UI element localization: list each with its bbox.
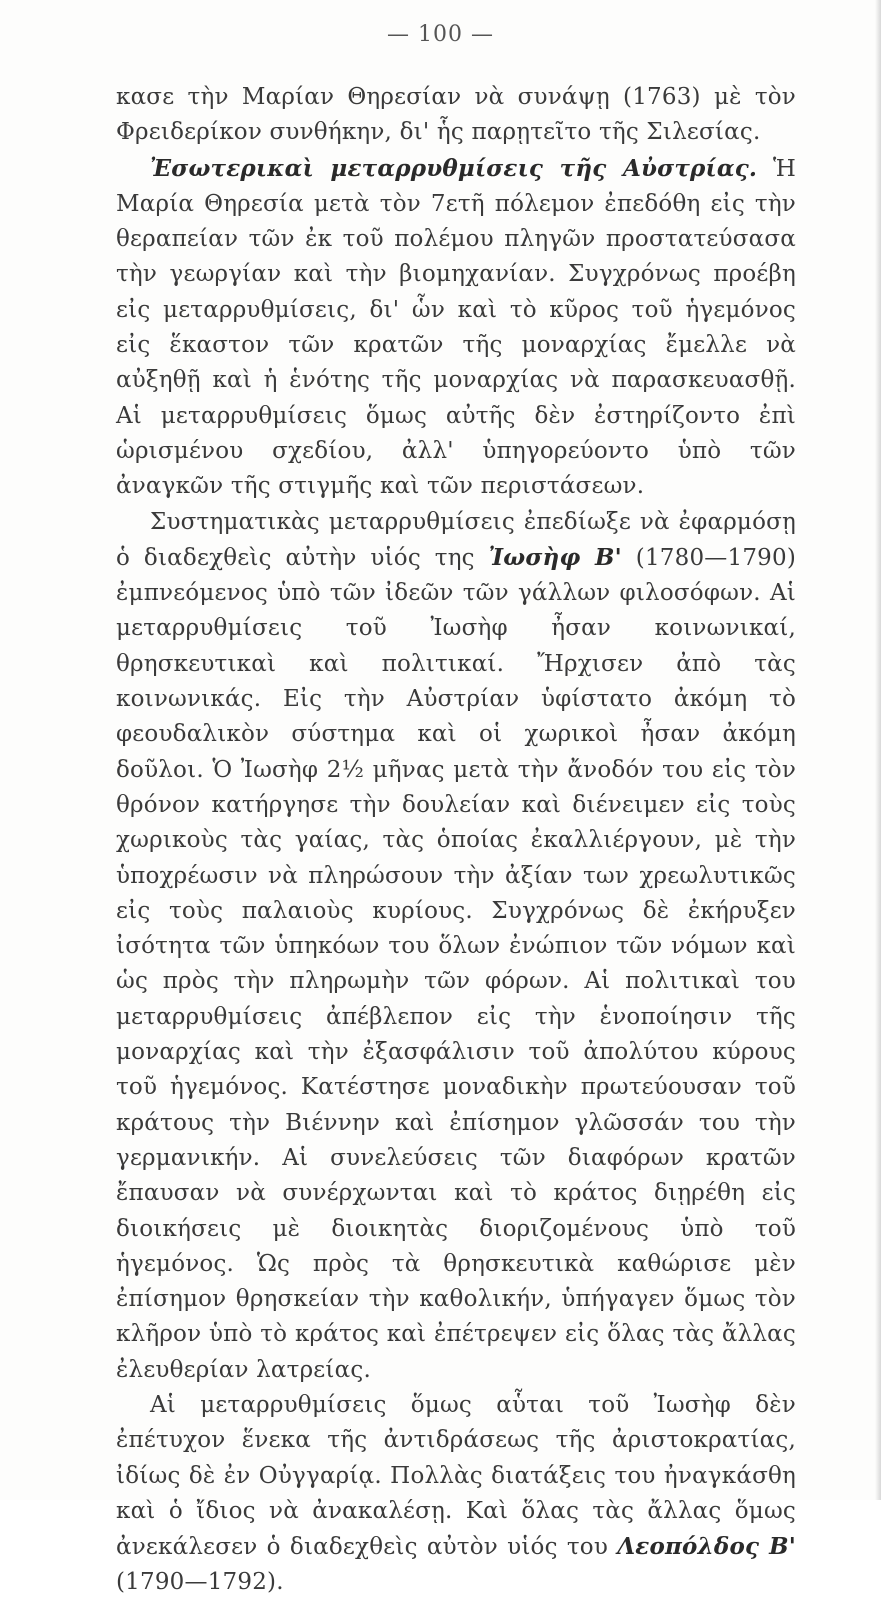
paragraph-3: [116, 505, 796, 1388]
body-text: [116, 80, 796, 1601]
paragraph-1-text: κασε τὴν Μαρίαν Θηρεσίαν νὰ συνάψῃ (1763) μὲ τὸν Φρειδερίκον συνθήκην, δι' ἧς παρῃτεῖτο τῆς Σιλεσίας.: [116, 84, 796, 146]
name-leopold-ii: Λεοπόλδος Β': [617, 1533, 796, 1561]
paragraph-4-text-b: (1790—1792).: [116, 1569, 284, 1596]
paragraph-4-text-a: Αἱ μεταρρυθμίσεις ὅμως αὗται τοῦ Ἰωσὴφ δὲν ἐπέτυχον ἕνεκα τῆς ἀντιδράσεως τῆς ἀριστοκρατίας, ἰδίως δὲ ἐν Οὐγγαρίᾳ. Πολλὰς διατάξεις του ἠναγκάσθη καὶ ὁ ἴδιος νὰ ἀνακαλέσῃ. Καὶ ὅλας τὰς ἄλλας ὅμως ἀνεκάλεσεν ὁ διαδεχθεὶς αὐτὸν υἱός του: [116, 1391, 796, 1561]
paragraph-4: [116, 1388, 796, 1601]
paragraph-2-text: Ἡ Μαρία Θηρεσία μετὰ τὸν 7ετῆ πόλεμον ἐπεδόθη εἰς τὴν θεραπείαν τῶν ἐκ τοῦ πολέμου πληγῶν προστατεύσασα τὴν γεωργίαν καὶ τὴν βιομηχανίαν. Συγχρόνως προέβη εἰς μεταρρυθμίσεις, δι' ὧν καὶ τὸ κῦρος τοῦ ἡγεμόνος εἰς ἕκαστον τῶν κρατῶν τῆς μοναρχίας ἔμελλε νὰ αὐξηθῇ καὶ ἡ ἑνότης τῆς μοναρχίας νὰ παρασκευασθῇ. Αἱ μεταρρυθμίσεις ὅμως αὐτῆς δὲν ἐστηρίζοντο ἐπὶ ὡρισμένου σχεδίου, ἀλλ' ὑπηγορεύοντο ὑπὸ τῶν ἀναγκῶν τῆς στιγμῆς καὶ τῶν περιστάσεων.: [116, 155, 796, 500]
paragraph-3-text-a: Συστηματικὰς μεταρρυθμίσεις ἐπεδίωξε νὰ ἐφαρμόσῃ ὁ διαδεχθεὶς αὐτὴν υἱός της: [116, 508, 796, 571]
section-heading: Ἐσωτερικαὶ μεταρρυθμίσεις τῆς Αὐστρίας.: [150, 154, 758, 182]
name-joseph-ii: Ἰωσὴφ Β': [488, 543, 622, 571]
paragraph-1: [116, 80, 796, 151]
paragraph-2: [116, 151, 796, 505]
paragraph-3-text-b: (1780—1790) ἐμπνεόμενος ὑπὸ τῶν ἰδεῶν τῶν γάλλων φιλοσόφων. Αἱ μεταρρυθμίσεις τοῦ Ἰωσὴφ ἦσαν κοινωνικαί, θρησκευτικαὶ καὶ πολιτικαί. Ἤρχισεν ἀπὸ τὰς κοινωνικάς. Εἰς τὴν Αὐστρίαν ὑφίστατο ἀκόμη τὸ φεουδαλικὸν σύστημα καὶ οἱ χωρικοὶ ἦσαν ἀκόμη δοῦλοι. Ὁ Ἰωσὴφ 2½ μῆνας μετὰ τὴν ἄνοδόν του εἰς τὸν θρόνον κατήργησε τὴν δουλείαν καὶ διένειμεν εἰς τοὺς χωρικοὺς τὰς γαίας, τὰς ὁποίας ἐκαλλιέργουν, μὲ τὴν ὑποχρέωσιν νὰ πληρώσουν τὴν ἀξίαν των χρεωλυτικῶς εἰς τοὺς παλαιοὺς κυρίους. Συγχρόνως δὲ ἐκήρυξεν ἰσότητα τῶν ὑπηκόων του ὅλων ἐνώπιον τῶν νόμων καὶ ὡς πρὸς τὴν πληρωμὴν τῶν φόρων. Αἱ πολιτικαὶ του μεταρρυθμίσεις ἀπέβλεπον εἰς τὴν ἑνοποίησιν τῆς μοναρχίας καὶ τὴν ἐξασφάλισιν τοῦ ἀπολύτου κύρους τοῦ ἡγεμόνος. Κατέστησε μοναδικὴν πρωτεύουσαν τοῦ κράτους τὴν Βιέννην καὶ ἐπίσημον γλῶσσάν του τὴν γερμανικήν. Αἱ συνελεύσεις τῶν διαφόρων κρατῶν ἔπαυσαν νὰ συνέρχωνται καὶ τὸ κράτος διῃρέθη εἰς διοικήσεις μὲ διοικητὰς διοριζομένους ὑπὸ τοῦ ἡγεμόνος. Ὡς πρὸς τὰ θρησκευτικὰ καθώρισε μὲν ἐπίσημον θρησκείαν τὴν καθολικήν, ὑπήγαγεν ὅμως τὸν κλῆρον ὑπὸ τὸ κράτος καὶ ἐπέτρεψεν εἰς ὅλας τὰς ἄλλας ἐλευθερίαν λατρείας.: [116, 544, 796, 1383]
page-number: — 100 —: [387, 22, 494, 47]
page-edge-shadow: [875, 0, 881, 1500]
